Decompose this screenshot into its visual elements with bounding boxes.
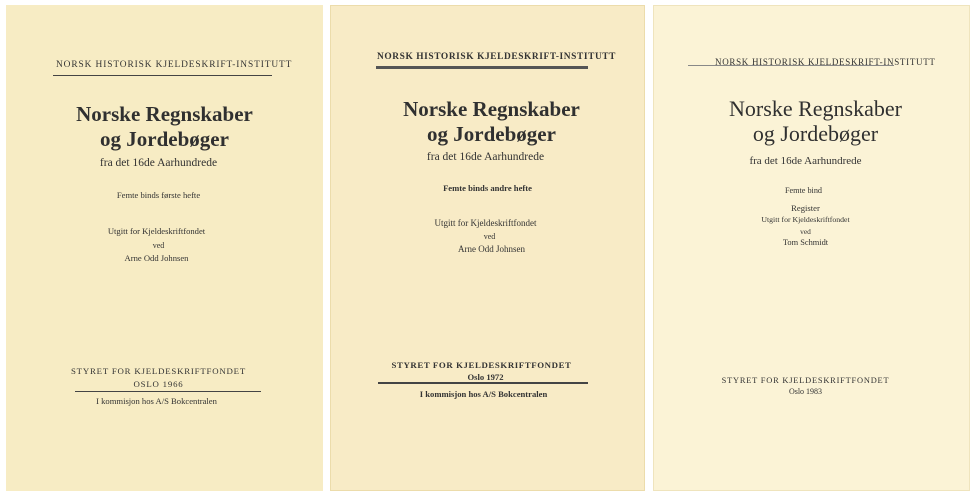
place-year: Oslo 1983 xyxy=(788,387,823,396)
part-label: Register xyxy=(791,203,820,213)
title-line-2: og Jordebøger xyxy=(752,121,879,146)
publisher: STYRET FOR KJELDESKRIFTFONDET xyxy=(70,366,247,376)
published-for: Utgitt for Kjeldeskriftfondet xyxy=(761,215,850,224)
institute-name: NORSK HISTORISK KJELDESKRIFT-INSTITUTT xyxy=(377,52,617,62)
title-line-1: Norske Regnskaber xyxy=(76,102,253,126)
publisher: STYRET FOR KJELDESKRIFTFONDET xyxy=(391,360,572,370)
editor-name: Arne Odd Johnsen xyxy=(124,253,189,263)
editor-name: Arne Odd Johnsen xyxy=(458,244,525,254)
by-label: ved xyxy=(483,232,496,241)
publisher-rule xyxy=(378,382,588,384)
place-year: OSLO 1966 xyxy=(133,379,184,389)
title-line-1: Norske Regnskaber xyxy=(403,97,580,121)
title-line-2: og Jordebøger xyxy=(427,122,556,146)
by-label: ved xyxy=(152,241,165,250)
published-for: Utgitt for Kjeldeskriftfondet xyxy=(434,218,537,228)
publisher: STYRET FOR KJELDESKRIFTFONDET xyxy=(721,376,890,385)
subtitle: fra det 16de Aarhundrede xyxy=(749,155,862,167)
subtitle: fra det 16de Aarhundrede xyxy=(99,157,218,169)
book-cover-1966 xyxy=(6,5,323,491)
commission-note: I kommisjon hos A/S Bokcentralen xyxy=(419,389,548,399)
publisher-rule xyxy=(75,391,261,392)
by-label: ved xyxy=(800,227,811,236)
editor-name: Tom Schmidt xyxy=(782,238,829,247)
volume-label: Femte binds andre hefte xyxy=(443,183,532,193)
institute-rule xyxy=(53,75,272,76)
volume-label: Femte bind xyxy=(784,186,823,195)
institute-name: NORSK HISTORISK KJELDESKRIFT-INSTITUTT xyxy=(715,57,936,67)
commission-note: I kommisjon hos A/S Bokcentralen xyxy=(96,396,217,406)
subtitle: fra det 16de Aarhundrede xyxy=(426,151,545,163)
volume-label: Femte binds første hefte xyxy=(116,190,201,200)
institute-name: NORSK HISTORISK KJELDESKRIFT-INSTITUTT xyxy=(56,60,293,70)
book-cover-1983 xyxy=(653,5,970,491)
book-cover-1972 xyxy=(330,5,645,491)
institute-rule xyxy=(376,66,588,69)
published-for: Utgitt for Kjeldeskriftfondet xyxy=(107,226,206,236)
title-line-2: og Jordebøger xyxy=(100,127,229,151)
title-line-1: Norske Regnskaber xyxy=(729,96,902,121)
place-year: Oslo 1972 xyxy=(467,372,504,382)
